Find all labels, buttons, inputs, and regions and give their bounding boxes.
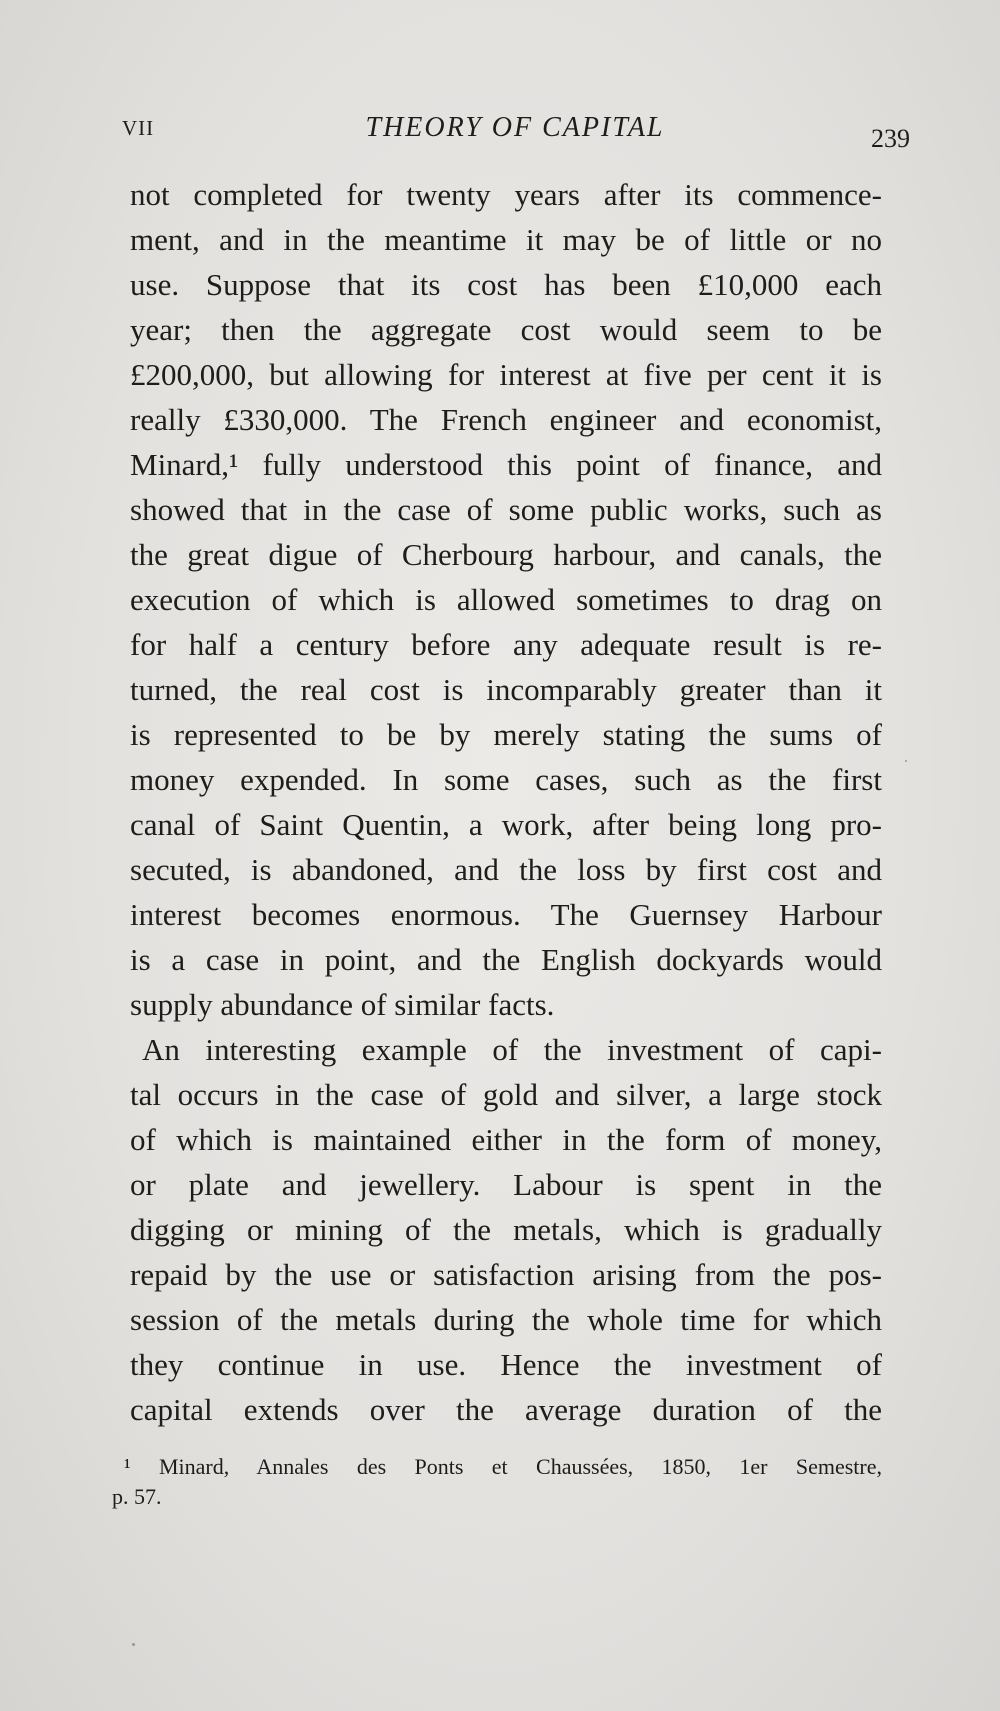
text-line: supply abundance of similar facts. bbox=[130, 987, 555, 1022]
footnote-line: p. 57. bbox=[112, 1484, 162, 1509]
paper-speck bbox=[905, 760, 907, 762]
text-line: for half a century before any adequate result is re- bbox=[130, 627, 882, 662]
chapter-title: THEORY OF CAPITAL bbox=[365, 112, 665, 143]
text-line: or plate and jewellery. Labour is spent in the bbox=[130, 1167, 882, 1202]
text-line: money expended. In some cases, such as the first bbox=[130, 762, 882, 797]
text-line: the great digue of Cherbourg harbour, and canals, the bbox=[130, 537, 882, 572]
text-line: £200,000, but allowing for interest at five per cent it is bbox=[130, 357, 882, 392]
text-line: digging or mining of the metals, which is gradually bbox=[130, 1212, 882, 1247]
text-line: use. Suppose that its cost has been £10,000 each bbox=[130, 267, 882, 302]
text-line: ment, and in the meantime it may be of little or no bbox=[130, 222, 882, 257]
text-line: is represented to be by merely stating the sums of bbox=[130, 717, 882, 752]
text-line: really £330,000. The French engineer and economist, bbox=[130, 402, 882, 437]
text-line: is a case in point, and the English dockyards would bbox=[130, 942, 882, 977]
text-line: Minard,¹ fully understood this point of finance, and bbox=[130, 447, 882, 482]
running-head bbox=[120, 112, 910, 152]
text-line: they continue in use. Hence the investment of bbox=[130, 1347, 882, 1382]
text-line: not completed for twenty years after its commence- bbox=[130, 177, 882, 212]
text-line: secuted, is abandoned, and the loss by first cost and bbox=[130, 852, 882, 887]
footnote-line: ¹ Minard, Annales des Ponts et Chaussées, 1850, 1er Semestre, bbox=[124, 1454, 882, 1479]
text-line: of which is maintained either in the form of money, bbox=[130, 1122, 882, 1157]
text-line: showed that in the case of some public works, such as bbox=[130, 492, 882, 527]
chapter-number: VII bbox=[122, 116, 155, 140]
text-line: interest becomes enormous. The Guernsey Harbour bbox=[130, 897, 882, 932]
body-text bbox=[130, 172, 882, 1432]
text-line: canal of Saint Quentin, a work, after being long pro- bbox=[130, 807, 882, 842]
text-line: capital extends over the average duration of the bbox=[130, 1392, 882, 1427]
text-line: An interesting example of the investment of capi- bbox=[142, 1032, 882, 1067]
text-line: repaid by the use or satisfaction arising from the pos- bbox=[130, 1257, 882, 1292]
paper-speck bbox=[132, 1643, 135, 1646]
page-number: 239 bbox=[871, 124, 910, 153]
text-line: year; then the aggregate cost would seem to be bbox=[130, 312, 882, 347]
text-line: execution of which is allowed sometimes to drag on bbox=[130, 582, 882, 617]
text-line: tal occurs in the case of gold and silver, a large stock bbox=[130, 1077, 882, 1112]
footnote bbox=[112, 1452, 882, 1512]
text-line: turned, the real cost is incomparably greater than it bbox=[130, 672, 882, 707]
text-line: session of the metals during the whole time for which bbox=[130, 1302, 882, 1337]
